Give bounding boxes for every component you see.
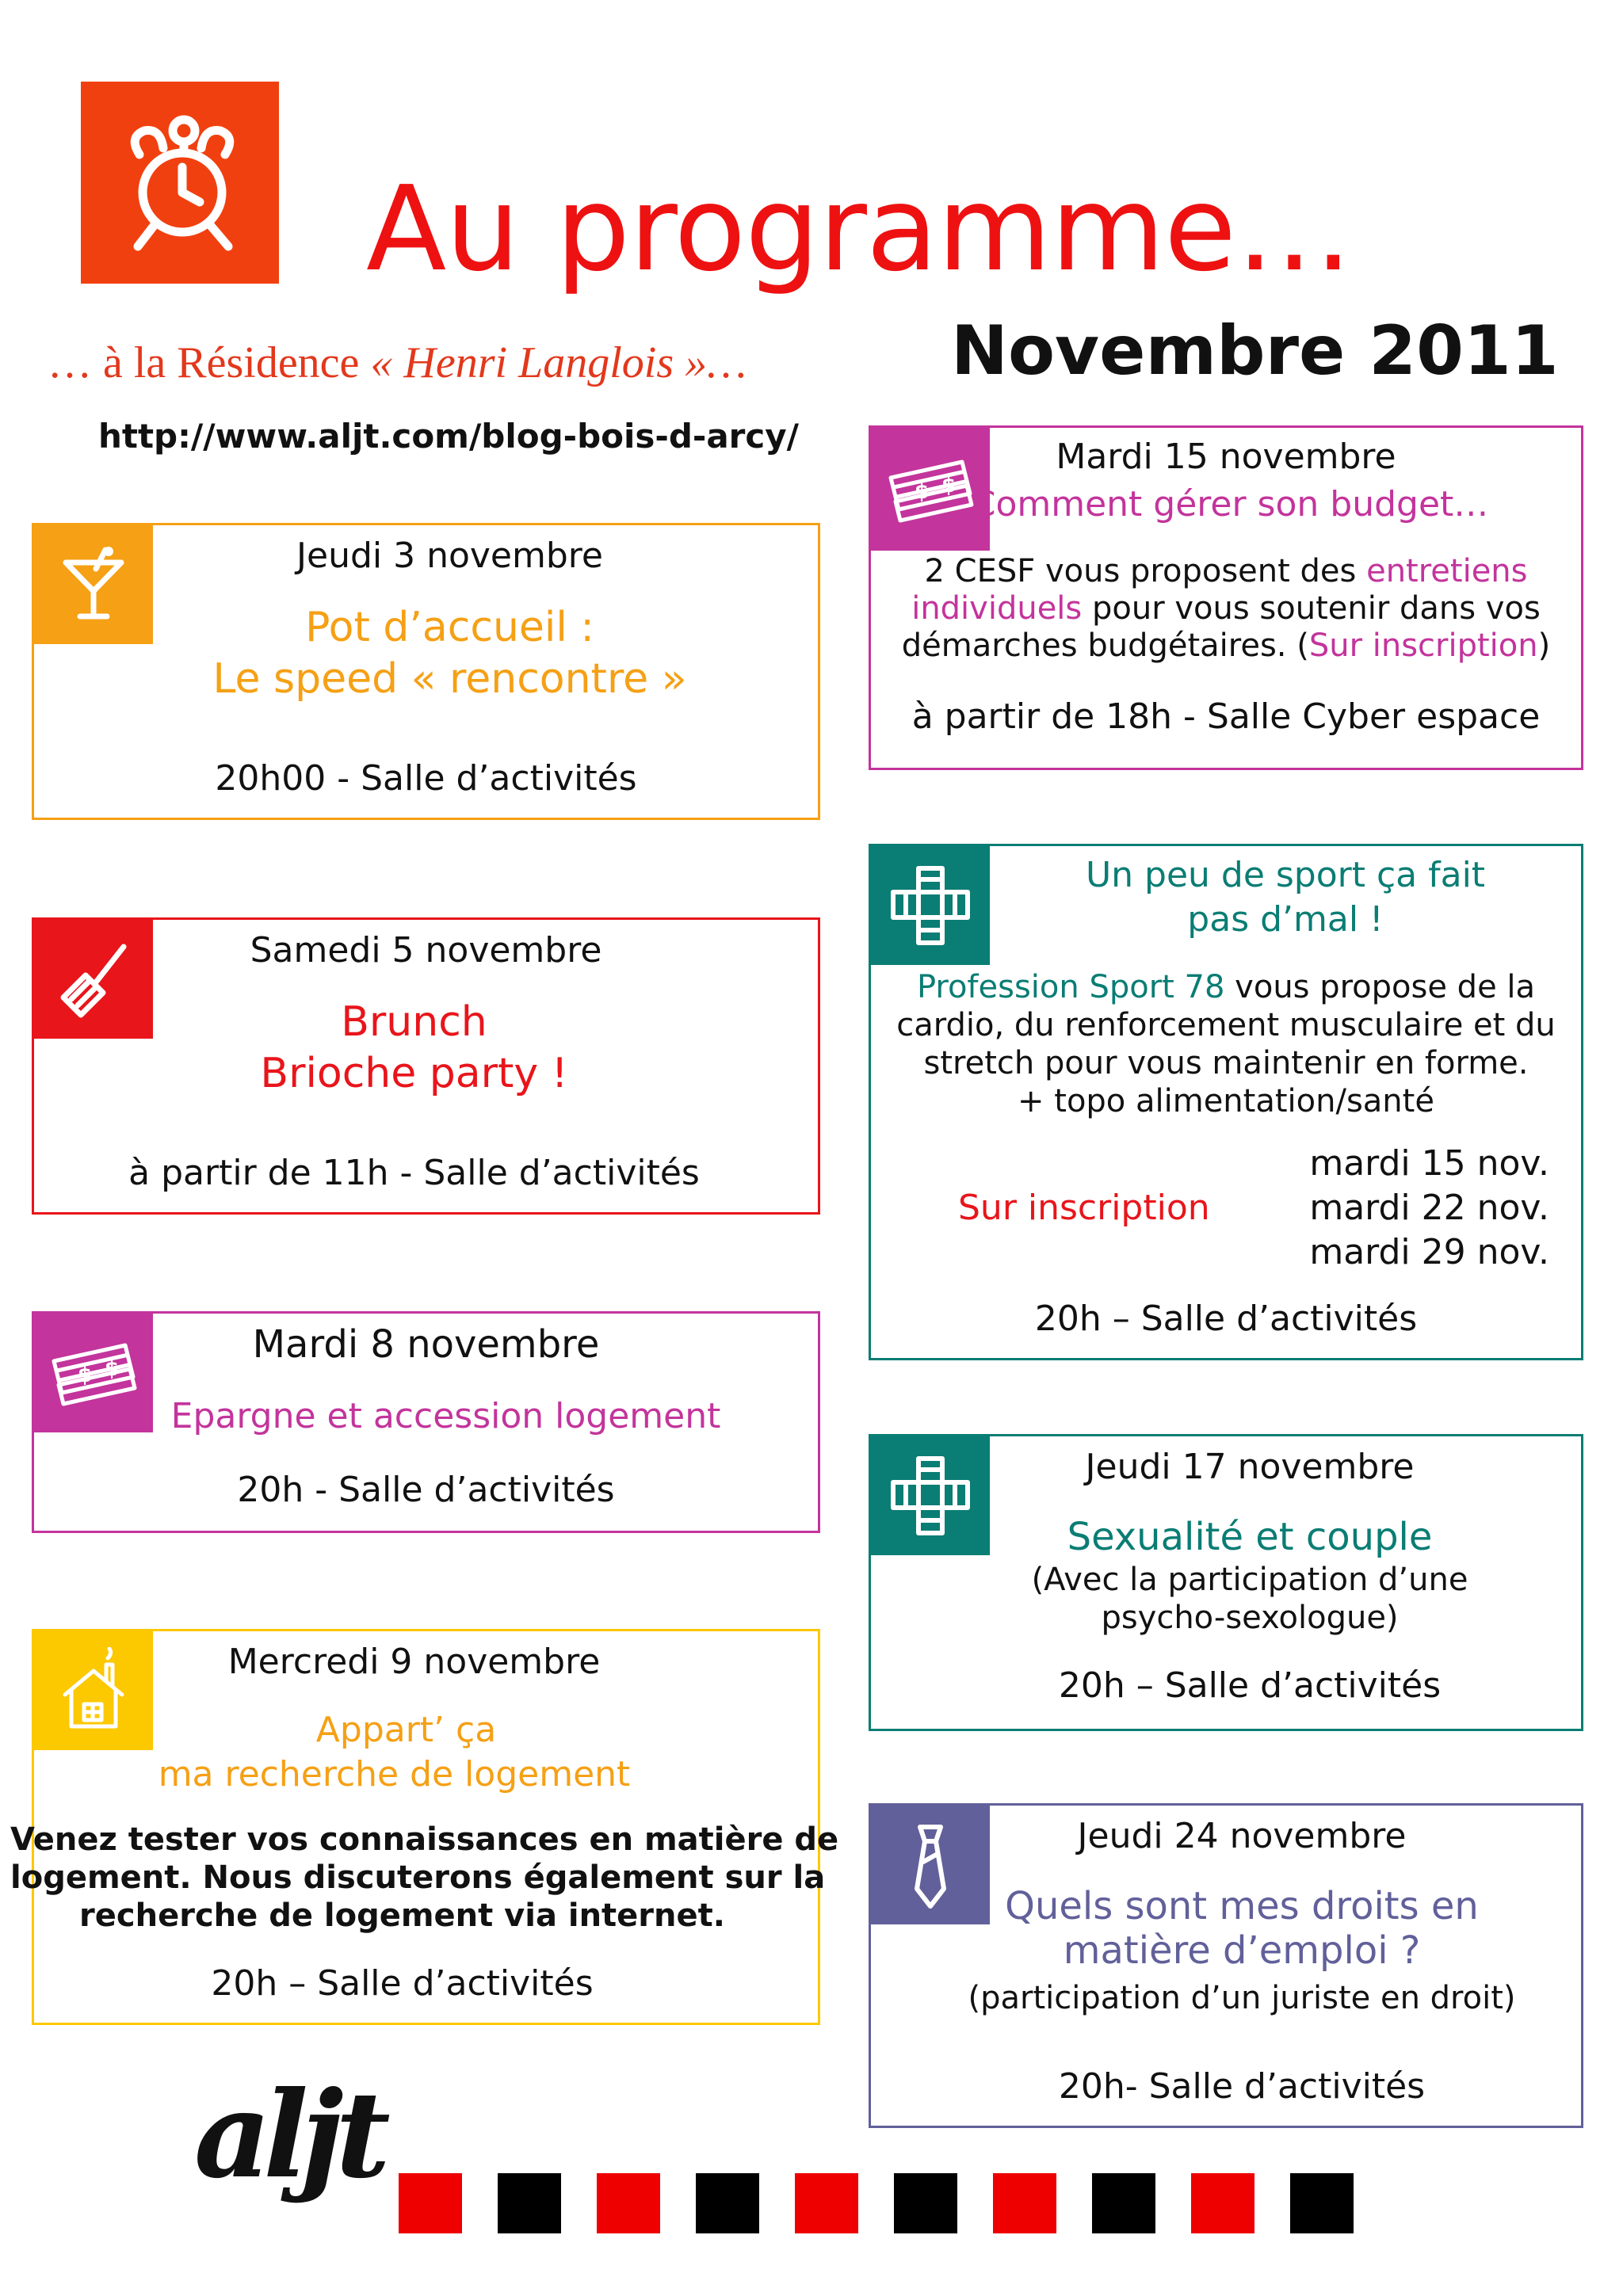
event-title-line1: Quels sont mes droits en [1005,1884,1479,1928]
desc-highlight: individuels [911,590,1083,627]
event-location: 20h - Salle d’activités [237,1470,615,1510]
event-card-samedi-5 [32,917,820,1215]
event-location: 20h – Salle d’activités [211,1963,594,2004]
event-description-line2: cardio, du renforcement musculaire et du [896,1007,1556,1043]
event-description-line1: (Avec la participation d’une [1031,1562,1468,1598]
event-description-line2 [871,590,1581,627]
event-date: Samedi 5 novembre [250,930,602,971]
event-location: à partir de 11h - Salle d’activités [128,1153,700,1193]
event-title-line2: Le speed « rencontre » [212,655,687,703]
event-description-line1: Venez tester vos connaissances en matière de [10,1821,839,1858]
footer-square [696,2173,759,2233]
event-title-line1: Pot d’accueil : [305,604,594,651]
svg-text:$: $ [915,479,930,504]
event-title-line1: Comment gérer son budget… [971,484,1489,524]
signup-note: Sur inscription [958,1188,1210,1228]
footer-square [597,2173,660,2233]
event-title-line1: Appart’ ça [315,1710,497,1750]
svg-text:$: $ [105,1357,120,1381]
event-card-mardi-15 [869,425,1583,770]
event-location: à partir de 18h - Salle Cyber espace [911,696,1541,737]
event-card-sport [869,844,1583,1360]
footer-square [498,2173,561,2233]
event-card-jeudi-17 [869,1434,1583,1731]
alarm-clock-icon [81,82,279,284]
event-description-line2: psycho-sexologue) [1101,1600,1399,1636]
svg-text:$: $ [941,473,957,498]
event-description-line3: recherche de logement via internet. [79,1897,725,1934]
desc-text: démarches budgétaires. ( [901,627,1309,664]
footer-square [399,2173,462,2233]
footer-square [1290,2173,1354,2233]
event-location: 20h00 - Salle d’activités [215,758,637,799]
event-title-line1: Un peu de sport ça fait [1085,855,1486,895]
residence-prefix: … à la Résidence [48,338,371,387]
event-card-mardi-8 [32,1311,820,1533]
event-description-line1 [871,553,1581,589]
desc-text: ) [1537,627,1551,664]
session-date: mardi 29 nov. [1309,1232,1549,1272]
aljt-logo: aljt [194,2065,383,2205]
residence-subtitle [48,338,747,387]
event-card-jeudi-24 [869,1803,1583,2128]
event-location: 20h- Salle d’activités [1058,2066,1426,2107]
event-title-line1: Epargne et accession logement [170,1396,721,1436]
event-title-line2: matière d’emploi ? [1063,1928,1421,1973]
footer-square [1092,2173,1155,2233]
desc-text: 2 CESF vous proposent des [924,553,1367,589]
partner-name: Profession Sport 78 [916,969,1225,1005]
event-description-line1: (participation d’un juriste en droit) [968,1980,1516,2016]
event-description-line3 [871,627,1581,664]
event-description-line1 [871,969,1581,1005]
event-title-line2: ma recherche de logement [158,1754,631,1794]
footer-square [894,2173,957,2233]
event-location: 20h – Salle d’activités [1034,1299,1418,1339]
event-title-line1: Sexualité et couple [1067,1515,1433,1559]
footer-square [1191,2173,1254,2233]
desc-text: vous propose de la [1224,969,1536,1005]
blog-url[interactable]: http://www.aljt.com/blog-bois-d-arcy/ [98,417,800,456]
desc-text: pour vous soutenir dans vos [1082,590,1541,627]
health-cross-icon [887,862,974,949]
event-description-line4: + topo alimentation/santé [1018,1083,1434,1119]
event-title-line1: Brunch [341,998,487,1046]
footer-square [795,2173,858,2233]
event-date: Mercredi 9 novembre [227,1642,601,1682]
alarm-clock-logo [81,82,279,284]
svg-text:$: $ [78,1363,93,1387]
event-location: 20h – Salle d’activités [1058,1665,1442,1706]
event-description-line2: logement. Nous discuterons également sur la [10,1859,826,1896]
footer-square [993,2173,1056,2233]
event-date: Mardi 8 novembre [252,1322,600,1367]
event-date: Jeudi 24 novembre [1077,1816,1407,1856]
health-cross-icon-box [871,846,990,965]
event-date: Mardi 15 novembre [1056,437,1396,477]
event-title-line2: pas d’mal ! [1187,899,1384,940]
residence-name: « Henri Langlois »… [370,338,747,387]
event-description-line3: stretch pour vous maintenir en forme. [923,1045,1529,1081]
signup-note: Sur inscription [1308,627,1538,664]
event-card-mercredi-9 [10,1629,839,2025]
session-date: mardi 15 nov. [1309,1143,1549,1184]
month-heading: Novembre 2011 [951,311,1559,391]
session-date: mardi 22 nov. [1309,1188,1549,1228]
event-title-line2: Brioche party ! [260,1050,568,1097]
event-date: Jeudi 17 novembre [1085,1447,1415,1487]
page-title: Au programme… [366,161,1353,297]
event-card-jeudi-3 [32,523,820,820]
desc-highlight: entretiens [1366,553,1528,589]
event-date: Jeudi 3 novembre [296,536,603,576]
